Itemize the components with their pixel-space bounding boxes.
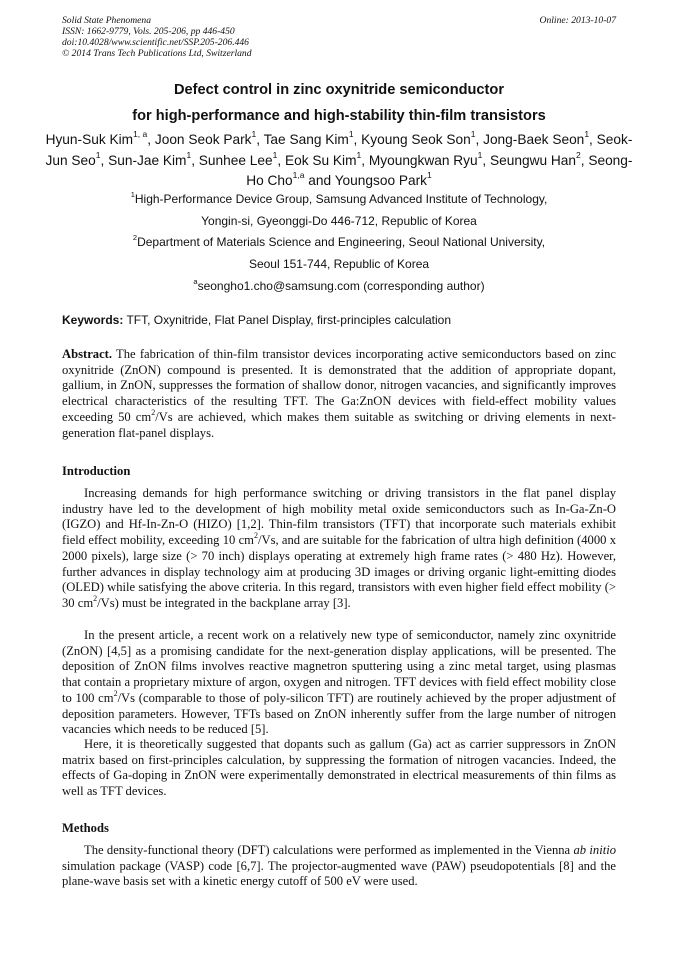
author-affiliation-marker: 1,a [292,170,305,181]
author-name: Hyun-Suk Kim [45,132,134,147]
author-separator: , [277,152,285,168]
author-affiliation-marker: 1 [584,129,590,140]
author-name: Jong-Baek Seon [483,132,585,147]
author-affiliation-marker: 1 [477,149,483,160]
author-separator: , [191,152,199,168]
author-affiliation-marker: 1 [356,149,362,160]
journal-copyright: © 2014 Trans Tech Publications Ltd, Switzerland [62,48,252,59]
author-separator: , [361,152,369,168]
journal-info [62,15,252,59]
corresponding-email [40,279,638,294]
author-affiliation-marker: 1 [186,149,192,160]
introduction-paragraph-1 [62,486,616,612]
email-text: seongho1.cho@samsung.com (corresponding author) [197,279,485,293]
author-affiliation-marker: 1 [251,129,257,140]
author-separator: , [353,132,362,147]
affiliation-2-text: Department of Materials Science and Engineering, Seoul National University, [137,235,546,249]
affiliation-2-marker: 2 [132,233,138,242]
author-separator: , [256,132,264,147]
author-name: Eok Su Kim [284,152,357,168]
author-name: Myoungkwan Ryu [368,152,478,168]
introduction-paragraph-3: Here, it is theoretically suggested that dopants such as gallum (Ga) act as carrier suppressors in ZnON matrix based on first-principles calculation, by suppressing the formation of nitrogen vacancies. Indeed, the effects of Ga-doping in ZnON were experimentally demonstrated in electrical measurements of thin films as well as TFT devices. [62,737,616,799]
author-affiliation-marker: 1 [470,129,476,140]
author-affiliation-marker: 1 [427,170,432,181]
journal-name: Solid State Phenomena [62,15,151,26]
author-name: Sun-Jae Kim [108,152,187,168]
author-affiliation-marker: 1, a [133,129,148,140]
journal-issn: ISSN: 1662-9779, Vols. 205-206, pp 446-450 [62,26,235,37]
keywords [62,313,451,328]
methods-paragraph-1 [62,843,616,890]
paper-title-line-1: Defect control in zinc oxynitride semiconductor [173,82,505,98]
keywords-text: TFT, Oxynitride, Flat Panel Display, first-principles calculation [123,313,452,327]
author-affiliation-marker: 1 [95,149,101,160]
author-affiliation-marker: 1 [272,149,278,160]
introduction-paragraph-2 [62,628,616,738]
methods-p1-text-a: The density-functional theory (DFT) calculations were performed as implemented in the Vienna [84,843,574,857]
affiliation-2-line-2: Seoul 151-744, Republic of Korea [248,257,430,271]
intro-p2-text-a: In the present article, a recent work on a relatively new type of semiconductor, namely zinc oxynitride (ZnON) [4,5] as a promising candidate for the next-generation display applications, will be presented. The deposition of ZnON films involves reactive magnetron sputtering using a zinc metal target, using plasmas that contain a proprietary mixture of argon, oxygen and nitrogen. TFT devices with field effect mobility close to 100 cm [62,628,616,705]
affiliation-1-line-2: Yongin-si, Gyeonggi-Do 446-712, Republic of Korea [201,214,477,228]
intro-p1-text-a: Increasing demands for high performance switching or driving transistors in the flat panel display industry have led to the development of high mobility metal oxide semiconductors such as In-Ga-Zn-O (IGZO) and Hf-In-Zn-O (HIZO) [1,2]. Thin-film transistors (TFT) that incorporate such materials exhibit field effect mobility, exceeding 10 cm [62,486,616,548]
journal-doi: doi:10.4028/www.scientific.net/SSP.205-206.446 [62,37,249,48]
affiliation-1-line-1 [40,192,638,207]
keywords-label: Keywords: [62,313,124,327]
author-separator: , [580,152,589,168]
methods-heading: Methods [62,821,109,835]
author-affiliation-marker: 2 [575,149,581,160]
affiliation-1-marker: 1 [130,190,135,199]
abstract-text-a: The fabrication of thin-film transistor devices incorporating active semiconductors based on zinc oxynitride (ZnON) compound is presented. It is demonstrated that the addition of appropriate dopant, gallium, in ZnON, suppresses the formation of shallow donor, nitrogen vacancies, and significantly improves electrical characteristics of the resulting TFT. The Ga:ZnON devices with field-effect mobility values exceeding 50 cm [62,347,616,424]
introduction-heading: Introduction [62,464,131,478]
methods-p1-text-b: simulation package (VASP) code [6,7]. The projector-augmented wave (PAW) pseudopotentials [8] and the plane-wave basis set with a kinetic energy cutoff of 500 eV were used. [62,858,616,889]
intro-p1-sup-1: 2 [253,530,258,540]
author-separator: , [147,132,155,147]
author-name: Seungwu Han [489,152,576,168]
author-affiliation-marker: 1 [348,129,354,140]
author-separator: and [304,173,335,188]
intro-p1-text-b: /Vs, and are suitable for the fabrication of ultra high definition (4000 x 2000 pixels), large size (> 70 inch) displays operating at extremely high frame rates (> 480 Hz). However, further advances in display technology aim at producing 3D images or driving organic light-emitting diodes (OLED) while satisfying the above criteria. In this regard, transistors with even higher field effect mobility (> 30 cm [62,533,616,610]
methods-p1-italic: ab initio [573,843,616,857]
intro-p1-sup-2: 2 [93,593,98,603]
affiliation-1-text: High-Performance Device Group, Samsung Advanced Institute of Technology, [134,192,548,206]
paper-title-line-2: for high-performance and high-stability thin-film transistors [132,108,546,124]
author-separator: , [482,152,490,168]
author-separator: , [589,132,597,147]
author-name: Youngsoo Park [334,173,428,188]
abstract-paragraph [62,347,616,441]
abstract-sup: 2 [151,407,156,417]
affiliation-2-line-1 [40,235,638,250]
intro-p2-sup: 2 [113,688,118,698]
abstract-text-b: /Vs are achieved, which makes them suitable as switching or driving elements in next-generation flat-panel displays. [62,409,617,440]
email-marker: a [193,277,198,286]
author-name: Kyoung Seok Son [361,132,471,147]
author-separator: , [100,152,109,168]
author-name: Joon Seok Park [154,132,252,147]
author-name: Seong-Ho Cho [246,152,633,188]
author-name: Seok-Jun Seo [45,132,633,168]
author-list [40,130,638,192]
online-date: Online: 2013-10-07 [539,15,616,26]
abstract-label: Abstract. [62,347,113,361]
intro-p2-text-b: /Vs (comparable to those of poly-silicon TFT) are routinely achieved by the proper adjustment of deposition parameters. However, TFTs based on ZnON inherently suffer from the large number of nitrogen vacancies which needs to be reduced [5]. [62,690,616,737]
author-name: Tae Sang Kim [263,132,349,147]
author-separator: , [475,132,484,147]
author-name: Sunhee Lee [198,152,273,168]
intro-p1-text-c: /Vs) must be integrated in the backplane array [3]. [97,595,351,610]
